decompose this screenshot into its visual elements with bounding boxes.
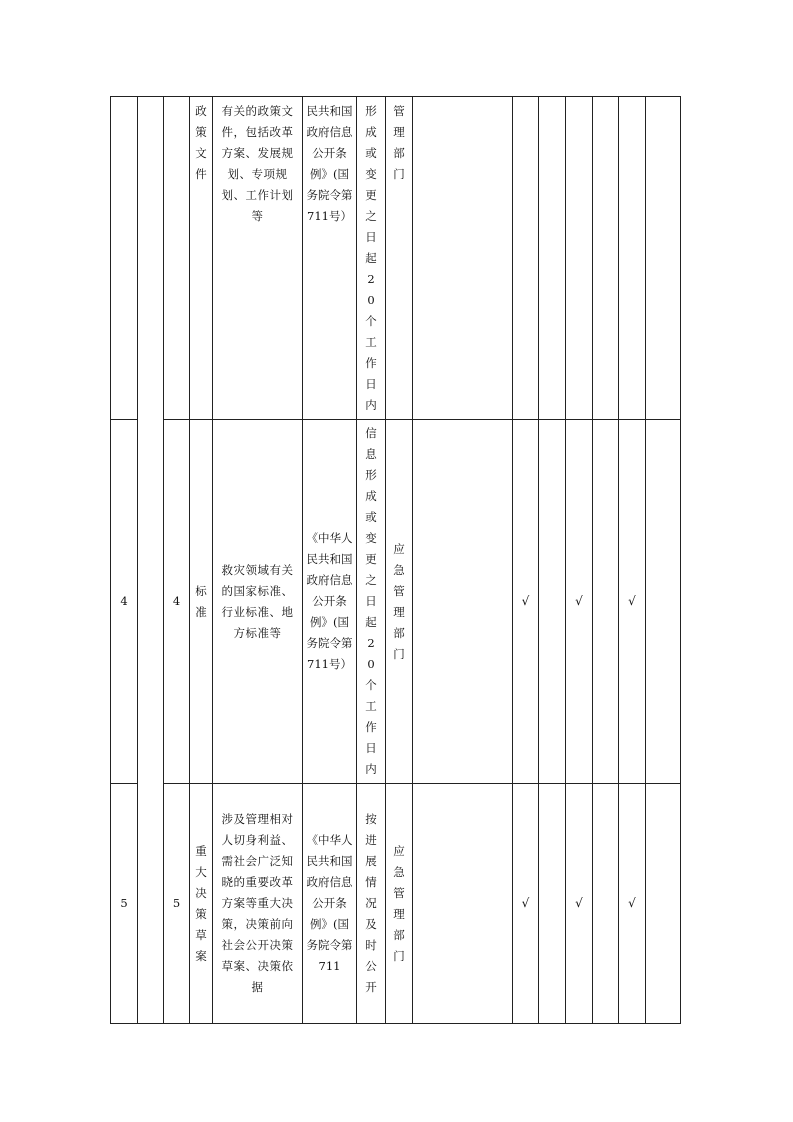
cell-category: 标准: [190, 420, 213, 784]
disclosure-table: [110, 96, 681, 1024]
cell-check: [539, 97, 566, 420]
cell-check: [619, 97, 646, 420]
cell-category: 重大决策草案: [190, 784, 213, 1024]
cell-category: 政策文件: [190, 97, 213, 420]
cell-check: √: [619, 420, 646, 784]
cell-empty: [413, 784, 513, 1024]
cell-timeline: 形成或变更之日起20个工作日内: [357, 97, 386, 420]
table-row: [111, 97, 681, 420]
cell-timeline: 信息形成或变更之日起20个工作日内: [357, 420, 386, 784]
cell-basis: 民共和国政府信息公开条例》(国务院令第711号）: [303, 97, 357, 420]
cell-check: [513, 97, 539, 420]
table-row: [111, 784, 681, 1024]
cell-check: [646, 97, 681, 420]
cell-check: √: [513, 420, 539, 784]
cell-no2: [164, 97, 190, 420]
cell-check: [566, 97, 593, 420]
cell-subject: 应急管理部门: [386, 420, 413, 784]
cell-check: [593, 784, 619, 1024]
cell-check: [539, 420, 566, 784]
cell-no: [111, 97, 138, 420]
cell-check: [646, 784, 681, 1024]
cell-check: √: [513, 784, 539, 1024]
cell-check: [539, 784, 566, 1024]
cell-no2: 5: [164, 784, 190, 1024]
cell-subject: 管理部门: [386, 97, 413, 420]
cell-subject: 应急管理部门: [386, 784, 413, 1024]
cell-no: 5: [111, 784, 138, 1024]
cell-empty: [413, 97, 513, 420]
cell-check: √: [619, 784, 646, 1024]
cell-check: √: [566, 420, 593, 784]
cell-content: 涉及管理相对人切身利益、需社会广泛知晓的重要改革方案等重大决策，决策前向社会公开决策草案、决策依据: [213, 784, 303, 1024]
table-row: [111, 420, 681, 784]
cell-check: √: [566, 784, 593, 1024]
cell-check: [593, 420, 619, 784]
cell-basis: 《中华人民共和国政府信息公开条例》(国务院令第711号）: [303, 420, 357, 784]
cell-check: [593, 97, 619, 420]
cell-content: 有关的政策文件，包括改革方案、发展规划、专项规划、工作计划等: [213, 97, 303, 420]
cell-timeline: 按进展情况及时公开: [357, 784, 386, 1024]
cell-check: [646, 420, 681, 784]
cell-no2: 4: [164, 420, 190, 784]
cell-blank: [138, 97, 164, 1024]
cell-empty: [413, 420, 513, 784]
cell-basis: 《中华人民共和国政府信息公开条例》(国务院令第711: [303, 784, 357, 1024]
cell-content: 救灾领域有关的国家标准、行业标准、地方标准等: [213, 420, 303, 784]
cell-no: 4: [111, 420, 138, 784]
